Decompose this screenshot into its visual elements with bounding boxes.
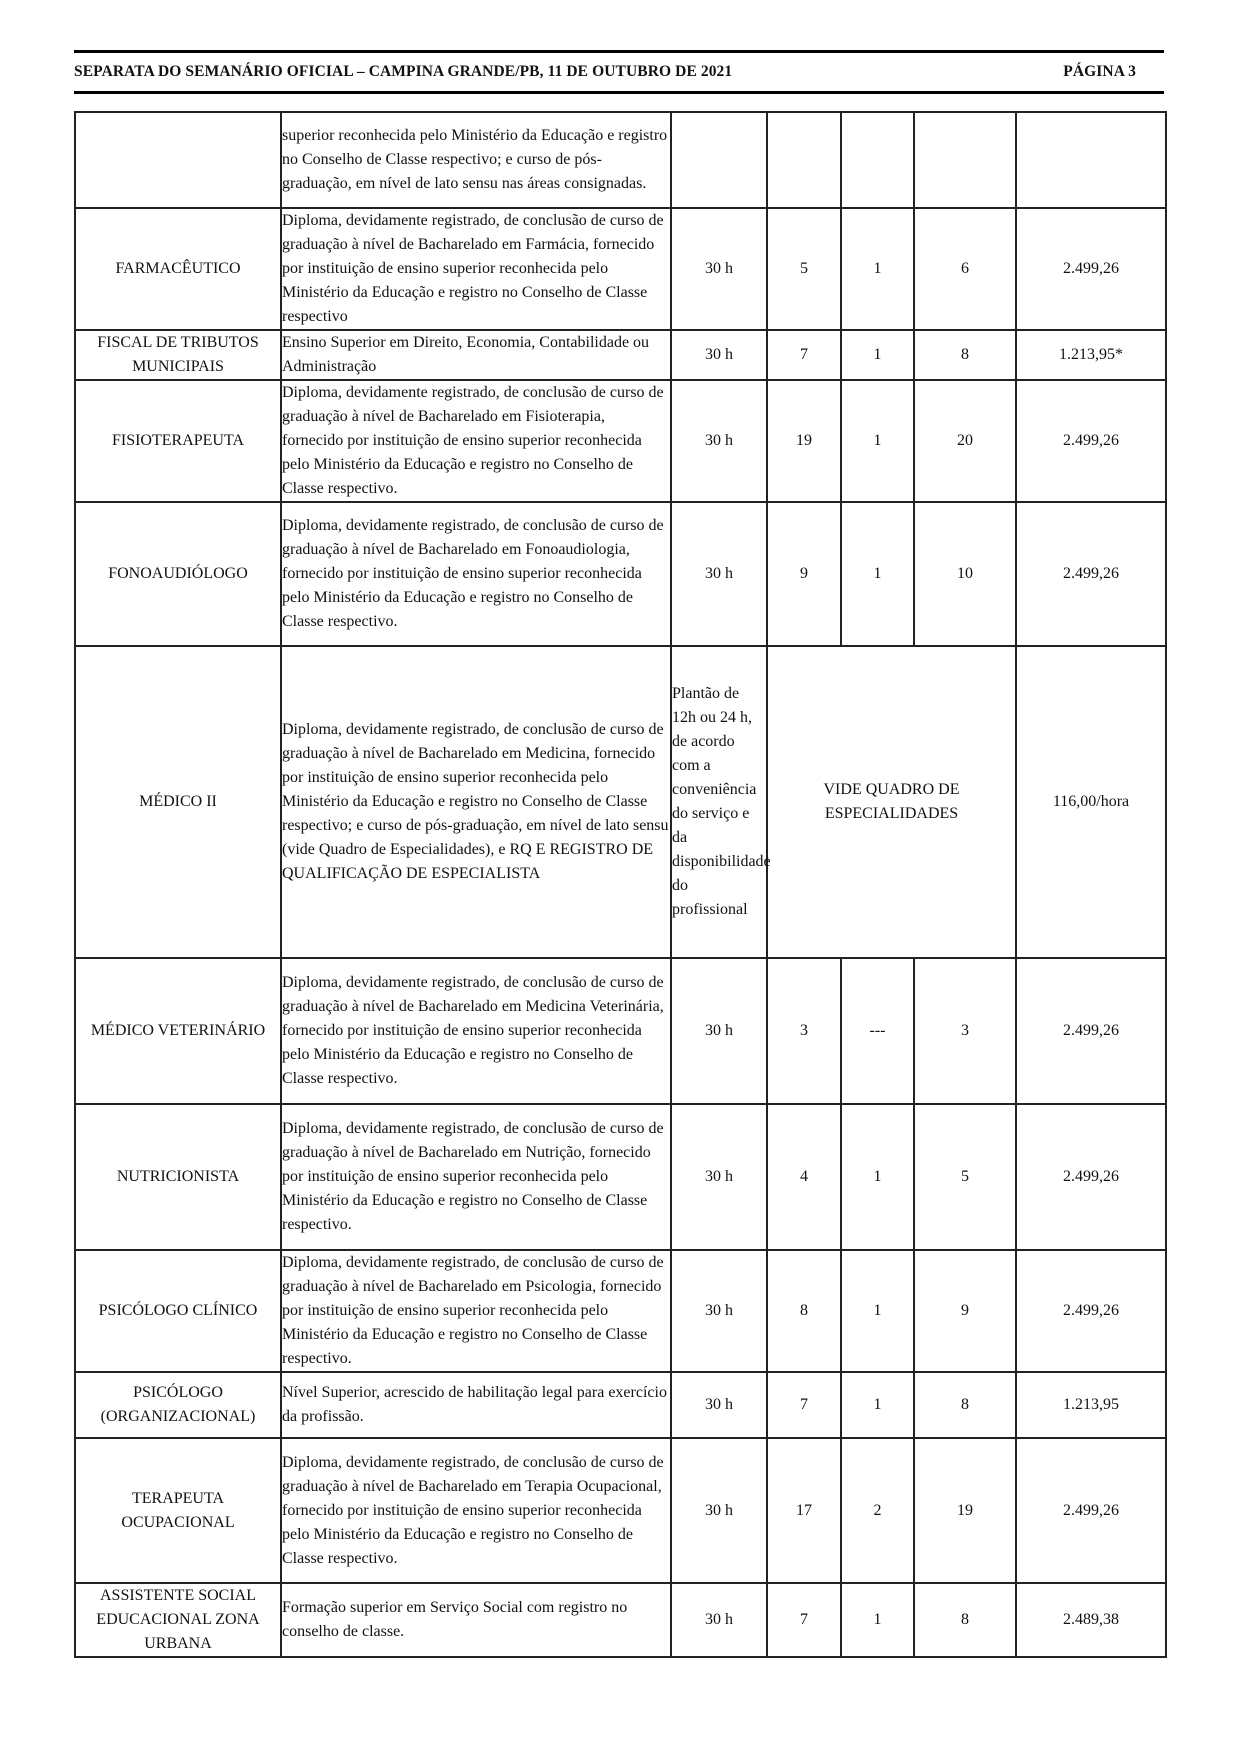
cargo-cell: FISIOTERAPEUTA: [75, 380, 281, 502]
vencimento-cell: 2.499,26: [1016, 502, 1166, 646]
table-row: [75, 1438, 1166, 1583]
positions-table: [74, 111, 1167, 1658]
pcd-cell: 2: [841, 1438, 914, 1583]
page-header: [74, 50, 1164, 94]
requisito-cell: superior reconhecida pelo Ministério da Educação e registro no Conselho de Classe respectivo; e curso de pós-graduação, em nível de lato sensu nas áreas consignadas.: [281, 112, 671, 208]
ampla-cell: 8: [767, 1250, 841, 1372]
vencimento-cell: 2.499,26: [1016, 958, 1166, 1104]
total-cell: 20: [914, 380, 1016, 502]
table-row: [75, 1372, 1166, 1438]
total-cell: 3: [914, 958, 1016, 1104]
table-row: [75, 502, 1166, 646]
pcd-cell: 1: [841, 1104, 914, 1250]
carga-cell: 30 h: [671, 1104, 767, 1250]
table-row: [75, 208, 1166, 330]
table-row: [75, 112, 1166, 208]
vencimento-cell: 2.499,26: [1016, 1250, 1166, 1372]
cargo-cell: FARMACÊUTICO: [75, 208, 281, 330]
cargo-cell: NUTRICIONISTA: [75, 1104, 281, 1250]
vide-quadro-cell: VIDE QUADRO DE ESPECIALIDADES: [767, 646, 1016, 958]
total-cell: 10: [914, 502, 1016, 646]
ampla-cell: 7: [767, 1372, 841, 1438]
carga-cell: 30 h: [671, 958, 767, 1104]
cargo-cell: [75, 112, 281, 208]
cargo-cell: ASSISTENTE SOCIAL EDUCACIONAL ZONA URBANA: [75, 1583, 281, 1657]
pcd-cell: 1: [841, 208, 914, 330]
vencimento-cell: 2.499,26: [1016, 1104, 1166, 1250]
ampla-cell: 7: [767, 330, 841, 380]
requisito-cell: Diploma, devidamente registrado, de conclusão de curso de graduação à nível de Bacharelado em Fonoaudiologia, fornecido por instituição de ensino superior reconhecida pelo Ministério da Educação e registro no Conselho de Classe respectivo.: [281, 502, 671, 646]
total-cell: 9: [914, 1250, 1016, 1372]
vencimento-cell: 2.499,26: [1016, 1438, 1166, 1583]
carga-cell: 30 h: [671, 1583, 767, 1657]
pcd-cell: 1: [841, 330, 914, 380]
carga-cell: 30 h: [671, 1372, 767, 1438]
requisito-cell: Diploma, devidamente registrado, de conclusão de curso de graduação à nível de Bacharelado em Psicologia, fornecido por instituição de ensino superior reconhecida pelo Ministério da Educação e registro no Conselho de Classe respectivo.: [281, 1250, 671, 1372]
vencimento-cell: 2.499,26: [1016, 208, 1166, 330]
ampla-cell: 7: [767, 1583, 841, 1657]
requisito-cell: Ensino Superior em Direito, Economia, Contabilidade ou Administração: [281, 330, 671, 380]
vencimento-cell: 116,00/hora: [1016, 646, 1166, 958]
vencimento-cell: 1.213,95: [1016, 1372, 1166, 1438]
carga-cell: 30 h: [671, 502, 767, 646]
carga-cell: 30 h: [671, 1438, 767, 1583]
cargo-cell: PSICÓLOGO (ORGANIZACIONAL): [75, 1372, 281, 1438]
table-row: [75, 380, 1166, 502]
ampla-cell: 17: [767, 1438, 841, 1583]
requisito-cell: Formação superior em Serviço Social com registro no conselho de classe.: [281, 1583, 671, 1657]
cargo-cell: FISCAL DE TRIBUTOS MUNICIPAIS: [75, 330, 281, 380]
page-number: PÁGINA 3: [1063, 63, 1136, 80]
requisito-cell: Diploma, devidamente registrado, de conclusão de curso de graduação à nível de Bacharelado em Medicina, fornecido por instituição de ensino superior reconhecida pelo Ministério da Educação e registro no Conselho de Classe respectivo; e curso de pós-graduação, em nível de lato sensu (vide Quadro de Especialidades), e RQ E REGISTRO DE QUALIFICAÇÃO DE ESPECIALISTA: [281, 646, 671, 958]
table-row: [75, 1104, 1166, 1250]
cargo-cell: TERAPEUTA OCUPACIONAL: [75, 1438, 281, 1583]
requisito-cell: Diploma, devidamente registrado, de conclusão de curso de graduação à nível de Bacharelado em Nutrição, fornecido por instituição de ensino superior reconhecida pelo Ministério da Educação e registro no Conselho de Classe respectivo.: [281, 1104, 671, 1250]
table-row: [75, 1250, 1166, 1372]
total-cell: 5: [914, 1104, 1016, 1250]
pcd-cell: 1: [841, 1583, 914, 1657]
requisito-cell: Diploma, devidamente registrado, de conclusão de curso de graduação à nível de Bacharelado em Medicina Veterinária, fornecido por instituição de ensino superior reconhecida pelo Ministério da Educação e registro no Conselho de Classe respectivo.: [281, 958, 671, 1104]
total-cell: 8: [914, 1372, 1016, 1438]
vencimento-cell: 2.489,38: [1016, 1583, 1166, 1657]
requisito-cell: Nível Superior, acrescido de habilitação legal para exercício da profissão.: [281, 1372, 671, 1438]
pcd-cell: 1: [841, 1372, 914, 1438]
requisito-cell: Diploma, devidamente registrado, de conclusão de curso de graduação à nível de Bacharelado em Farmácia, fornecido por instituição de ensino superior reconhecida pelo Ministério da Educação e registro no Conselho de Classe respectivo: [281, 208, 671, 330]
pcd-cell: 1: [841, 1250, 914, 1372]
pcd-cell: 1: [841, 502, 914, 646]
total-cell: 8: [914, 330, 1016, 380]
table-row: [75, 646, 1166, 958]
requisito-cell: Diploma, devidamente registrado, de conclusão de curso de graduação à nível de Bacharelado em Terapia Ocupacional, fornecido por instituição de ensino superior reconhecida pelo Ministério da Educação e registro no Conselho de Classe respectivo.: [281, 1438, 671, 1583]
cargo-cell: MÉDICO VETERINÁRIO: [75, 958, 281, 1104]
ampla-cell: 3: [767, 958, 841, 1104]
carga-cell: 30 h: [671, 1250, 767, 1372]
cargo-cell: FONOAUDIÓLOGO: [75, 502, 281, 646]
pcd-cell: 1: [841, 380, 914, 502]
publication-title: SEPARATA DO SEMANÁRIO OFICIAL – CAMPINA GRANDE/PB, 11 DE OUTUBRO DE 2021: [74, 63, 733, 80]
carga-cell: Plantão de 12h ou 24 h, de acordo com a conveniência do serviço e da disponibilidade do profissional: [671, 646, 767, 958]
carga-cell: 30 h: [671, 330, 767, 380]
total-cell: 8: [914, 1583, 1016, 1657]
vencimento-cell: 1.213,95*: [1016, 330, 1166, 380]
cargo-cell: PSICÓLOGO CLÍNICO: [75, 1250, 281, 1372]
cargo-cell: MÉDICO II: [75, 646, 281, 958]
ampla-cell: 9: [767, 502, 841, 646]
table-row: [75, 1583, 1166, 1657]
pcd-cell: ---: [841, 958, 914, 1104]
carga-cell: 30 h: [671, 208, 767, 330]
table-row: [75, 330, 1166, 380]
vencimento-cell: 2.499,26: [1016, 380, 1166, 502]
requisito-cell: Diploma, devidamente registrado, de conclusão de curso de graduação à nível de Bacharelado em Fisioterapia, fornecido por instituição de ensino superior reconhecida pelo Ministério da Educação e registro no Conselho de Classe respectivo.: [281, 380, 671, 502]
total-cell: 19: [914, 1438, 1016, 1583]
total-cell: 6: [914, 208, 1016, 330]
carga-cell: 30 h: [671, 380, 767, 502]
table-row: [75, 958, 1166, 1104]
ampla-cell: 4: [767, 1104, 841, 1250]
ampla-cell: 5: [767, 208, 841, 330]
ampla-cell: 19: [767, 380, 841, 502]
